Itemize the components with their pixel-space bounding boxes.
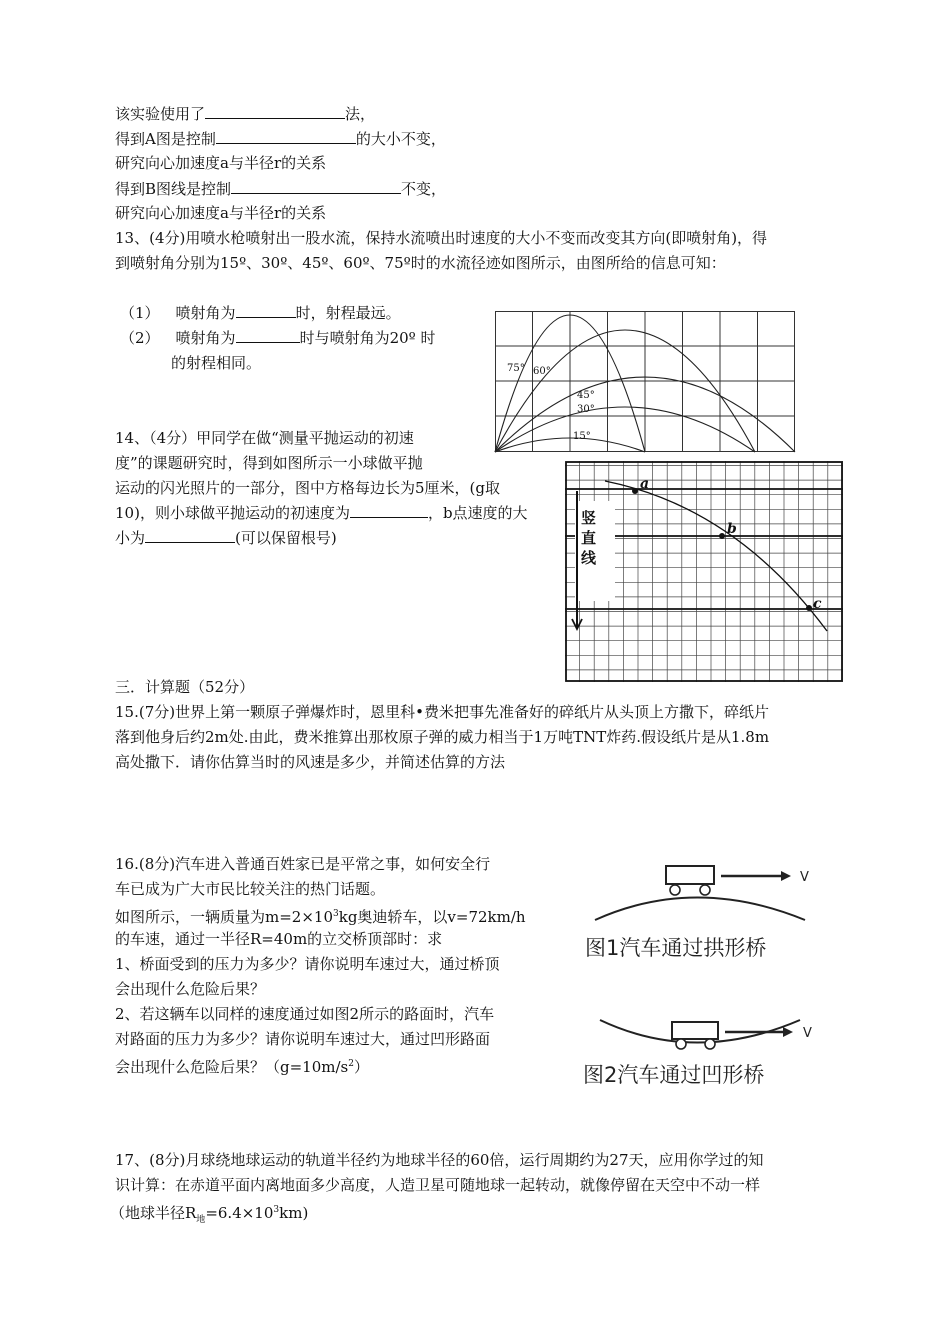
point-c-label: c <box>813 596 822 612</box>
answer-blank-2[interactable] <box>216 128 356 144</box>
q13-item2 <box>120 328 435 348</box>
q13-item2-cont: 的射程相同。 <box>171 354 262 372</box>
velocity-label: V <box>803 1026 812 1041</box>
point-b-label: b <box>727 521 737 537</box>
q12-line2 <box>115 128 446 149</box>
q16-line7: 2、若这辆车以同样的速度通过如图2所示的路面时，汽车 <box>115 1005 495 1023</box>
projectile-photo-figure <box>565 461 843 682</box>
superscript: 3 <box>273 1205 280 1215</box>
point-a-label: a <box>640 476 650 492</box>
concave-road-diagram <box>583 1020 812 1087</box>
angle-label-45: 45° <box>577 390 595 401</box>
answer-blank-7[interactable] <box>145 528 235 543</box>
angle-label-15: 15° <box>573 431 591 442</box>
q14-line4 <box>115 503 528 523</box>
q16-line3 <box>115 904 526 927</box>
q15-line2: 落到他身后约2m处.由此，费米推算出那枚原子弹的威力相当于1万吨TNT炸药.假设纸片是从1.8m <box>115 728 770 746</box>
car-body <box>666 866 714 884</box>
q12-line3: 研究向心加速度a与半径r的关系 <box>115 154 327 172</box>
text: ，b点速度的大 <box>427 504 528 522</box>
text: 法， <box>345 105 376 123</box>
bridge-figure <box>575 850 845 1090</box>
superscript: 2 <box>348 1059 354 1069</box>
q17-line3 <box>110 1200 308 1230</box>
q15-line3: 高处撒下．请你估算当时的风速是多少，并简述估算的方法 <box>115 753 506 771</box>
q16-line1: 16.(8分)汽车进入普通百姓家已是平常之事，如何安全行 <box>115 855 491 873</box>
fig1-caption: 图1汽车通过拱形桥 <box>585 936 767 960</box>
text: （地球半径R <box>110 1204 197 1222</box>
text: km) <box>279 1204 309 1222</box>
text: 时，射程最远。 <box>295 304 401 322</box>
q16-line4: 的车速，通过一半径R=40m的立交桥顶部时：求 <box>115 930 443 948</box>
q15-line1: 15.(7分)世界上第一颗原子弹爆炸时，恩里科•费米把事先准备好的碎纸片从头顶上方撒下，碎纸片 <box>115 703 769 721</box>
text: 该实验使用了 <box>115 105 206 123</box>
q13-line2: 到喷射角分别为15º、30º、45º、60º、75º时的水流径迹如图所示，由图所给的信息可知： <box>115 254 726 272</box>
label-char-2: 直 <box>581 529 597 547</box>
text: (可以保留根号) <box>235 529 337 547</box>
text: 喷射角为 <box>175 304 236 322</box>
answer-blank-1[interactable] <box>205 103 345 119</box>
angle-label-75: 75° <box>507 363 525 374</box>
q12-line4 <box>115 178 446 199</box>
water-jet-figure <box>495 311 795 452</box>
label-char-3: 线 <box>581 549 597 567</box>
subscript: 地 <box>196 1215 206 1225</box>
velocity-label: V <box>800 870 809 885</box>
answer-blank-4[interactable] <box>236 303 296 318</box>
text: kg奥迪轿车，以v=72km/h <box>338 908 526 926</box>
text: ） <box>353 1058 369 1076</box>
car-wheel <box>676 1039 686 1049</box>
text: 不变， <box>401 180 447 198</box>
text: 10)，则小球做平抛运动的初速度为 <box>115 504 350 522</box>
q16-line9 <box>115 1054 369 1077</box>
q12-line5: 研究向心加速度a与半径r的关系 <box>115 204 327 222</box>
arrow-head-icon <box>783 1027 793 1037</box>
q16-line2: 车已成为广大市民比较关注的热门话题。 <box>115 880 386 898</box>
car-body <box>672 1022 718 1039</box>
answer-blank-6[interactable] <box>350 503 428 518</box>
point-c <box>806 605 812 611</box>
car-wheel <box>670 885 680 895</box>
q14-line1: 14、（4分）甲同学在做“测量平抛运动的初速 <box>115 429 414 447</box>
point-a <box>632 488 638 494</box>
q13-item1 <box>120 303 401 323</box>
trajectory-60 <box>495 330 755 452</box>
q17-line2: 识计算：在赤道平面内离地面多少高度，人造卫星可随地球一起转动，就像停留在天空中不动一样 <box>115 1176 761 1194</box>
text: 得到B图线是控制 <box>115 180 232 198</box>
answer-blank-5[interactable] <box>236 328 300 343</box>
text: =6.4×10 <box>205 1204 274 1222</box>
q13-line1: 13、(4分)用喷水枪喷射出一股水流，保持水流喷出时速度的大小不变而改变其方向(即喷射角)，得 <box>115 229 768 247</box>
item-number: （2） <box>120 329 160 347</box>
text: 时与喷射角为20º 时 <box>299 329 436 347</box>
angle-label-60: 60° <box>533 366 551 377</box>
q14-line3: 运动的闪光照片的一部分，图中方格每边长为5厘米，(g取 <box>115 479 501 497</box>
q16-line6: 会出现什么危险后果？ <box>115 980 266 998</box>
point-b <box>719 533 725 539</box>
q17-line1: 17、(8分)月球绕地球运动的轨道半径约为地球半径的60倍，运行周期约为27天，应用你学过的知 <box>115 1151 764 1169</box>
text: 喷射角为 <box>175 329 236 347</box>
text: 小为 <box>115 529 146 547</box>
vertical-line-label <box>581 509 597 567</box>
q16-line5: 1、桥面受到的压力为多少？请你说明车速过大，通过桥顶 <box>115 955 500 973</box>
label-char-1: 竖 <box>581 509 597 527</box>
q14-line2: 度”的课题研究时，得到如图所示一小球做平抛 <box>115 454 423 472</box>
arch-bridge-diagram <box>585 866 809 960</box>
q14-line5 <box>115 528 337 548</box>
answer-blank-3[interactable] <box>231 178 401 194</box>
text: 得到A图是控制 <box>115 130 216 148</box>
section3-title: 三．计算题（52分） <box>115 678 255 696</box>
car-wheel <box>705 1039 715 1049</box>
superscript: 3 <box>333 909 339 919</box>
q12-line1 <box>115 103 375 124</box>
text: 会出现什么危险后果？（g=10m/s <box>115 1058 349 1076</box>
fig2-caption: 图2汽车通过凹形桥 <box>583 1063 765 1087</box>
item-number: （1） <box>120 304 160 322</box>
angle-label-30: 30° <box>577 404 595 415</box>
arch-road <box>595 898 805 921</box>
arrow-head-icon <box>781 871 791 881</box>
car-wheel <box>700 885 710 895</box>
q16-line8: 对路面的压力为多少？请你说明车速过大，通过凹形路面 <box>115 1030 491 1048</box>
text: 的大小不变， <box>355 130 446 148</box>
text: 如图所示，一辆质量为m=2×10 <box>115 908 333 926</box>
